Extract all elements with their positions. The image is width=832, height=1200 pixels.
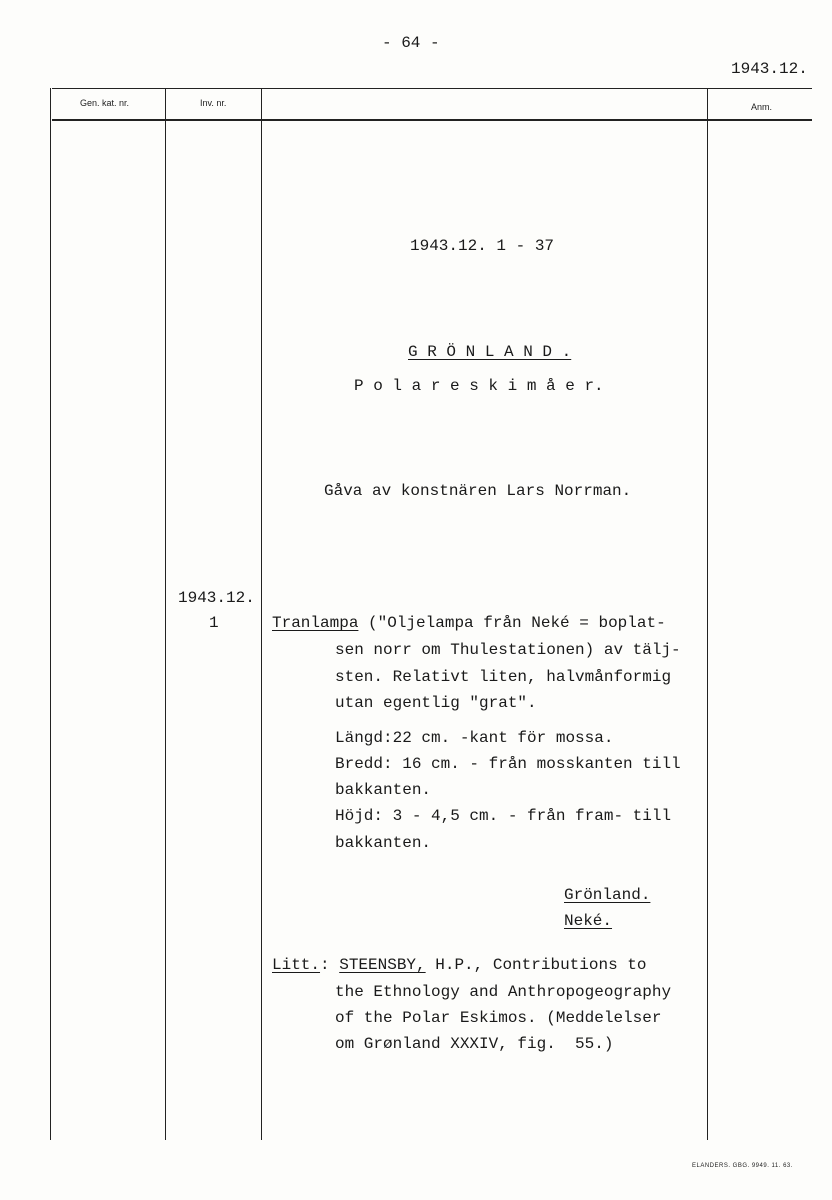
literature-label: Litt.: [272, 956, 321, 974]
inv-number: 1: [209, 614, 219, 632]
table-header-rule: [52, 119, 812, 121]
description-line: sten. Relativt liten, halvmånformig: [335, 668, 672, 686]
region-heading: G R Ö N L A N D .: [408, 343, 572, 361]
measure-line: Bredd: 16 cm. - från mosskanten till: [335, 755, 681, 773]
page-number: - 64 -: [382, 34, 440, 52]
measure-line: Höjd: 3 - 4,5 cm. - från fram- till: [335, 807, 672, 825]
literature-line: the Ethnology and Anthropogeography: [335, 983, 672, 1001]
people-heading: P o l a r e s k i m å e r.: [354, 377, 604, 395]
table-top-rule: [52, 88, 812, 89]
literature-line: of the Polar Eskimos. (Meddelelser: [335, 1009, 662, 1027]
measure-line: Längd:22 cm. -kant för mossa.: [335, 729, 614, 747]
inv-column-rule: [261, 88, 262, 1140]
description-line: sen norr om Thulestationen) av tälj-: [335, 641, 681, 659]
gen-kat-column-rule: [165, 88, 166, 1140]
place-region: Grönland.: [564, 886, 651, 904]
inv-year: 1943.12.: [178, 589, 255, 607]
anm-column-rule: [707, 88, 708, 1140]
inv-header: Inv. nr.: [200, 98, 227, 108]
measure-line: bakkanten.: [335, 781, 432, 799]
literature-line: om Grønland XXXIV, fig. 55.): [335, 1035, 614, 1053]
description-line: ("Oljelampa från Neké = boplat-: [358, 614, 666, 632]
description-line: utan egentlig "grat".: [335, 694, 537, 712]
donor-line: Gåva av konstnären Lars Norrman.: [324, 482, 632, 500]
literature-author: STEENSBY,: [339, 956, 426, 974]
gen-kat-header: Gen. kat. nr.: [80, 98, 130, 108]
place-site: Neké.: [564, 912, 613, 930]
item-description-first: [272, 614, 666, 632]
header-reference: 1943.12.: [731, 60, 808, 78]
printer-footer: ELANDERS. GBG. 9949. 11. 63.: [692, 1163, 793, 1169]
measure-line: bakkanten.: [335, 834, 432, 852]
item-name: Tranlampa: [272, 614, 359, 632]
literature-text: H.P., Contributions to: [425, 956, 647, 974]
collection-range: 1943.12. 1 - 37: [410, 237, 555, 255]
literature-first-line: Litt.: STEENSBY, H.P., Contributions to: [272, 956, 647, 974]
left-column-rule: [50, 88, 51, 1140]
anm-header: Anm.: [751, 102, 773, 112]
